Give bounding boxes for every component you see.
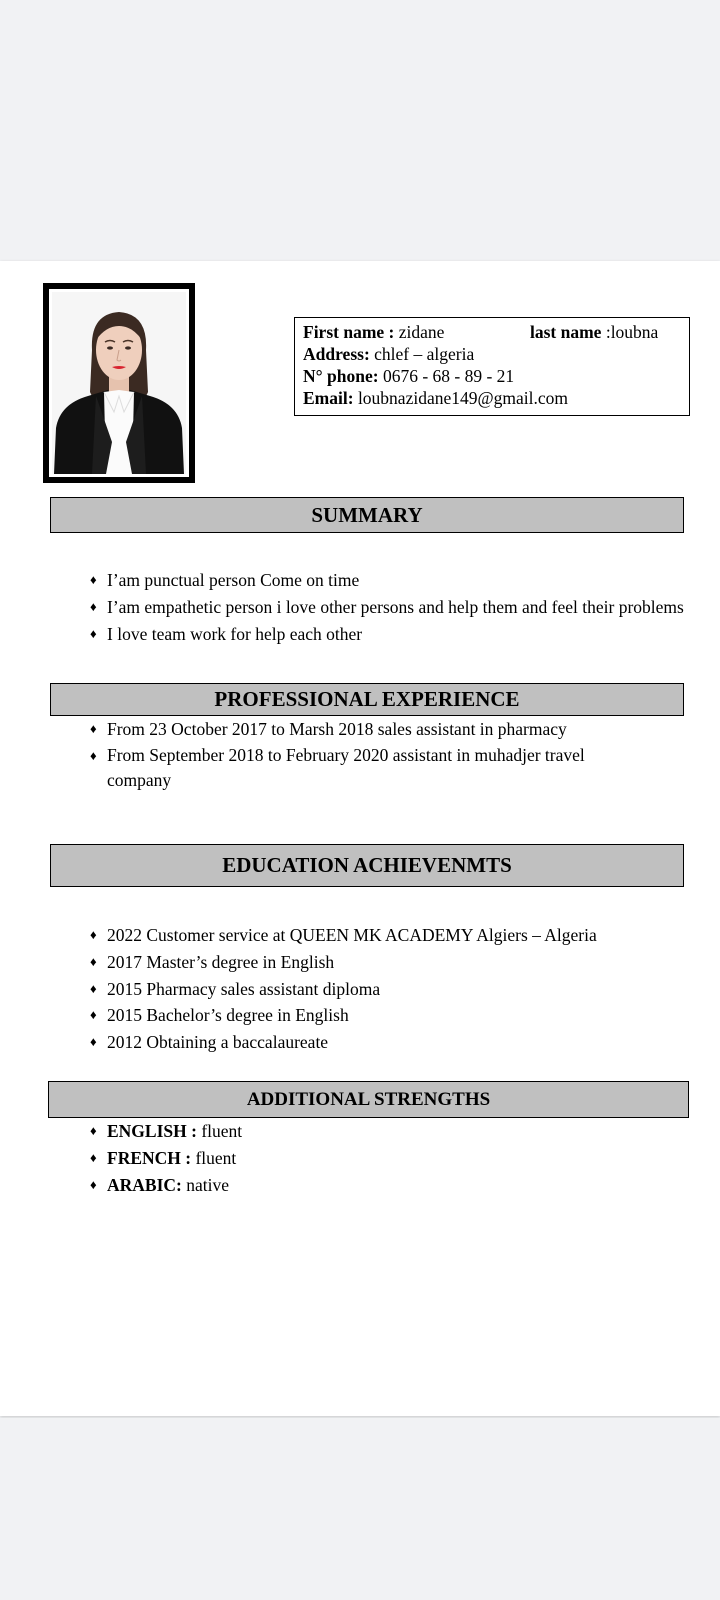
education-item-text: 2015 Pharmacy sales assistant diploma	[107, 978, 381, 999]
strength-value: fluent	[196, 1121, 243, 1141]
list-item	[90, 716, 637, 743]
education-item-text: 2012 Obtaining a baccalaureate	[107, 1032, 329, 1053]
phone-label: N° phone:	[303, 366, 379, 386]
bullet-diamond-icon: ♦	[90, 980, 97, 996]
list-item	[90, 567, 684, 594]
experience-title: PROFESSIONAL EXPERIENCE	[214, 687, 520, 711]
summary-item-text: I love team work for help each other	[107, 623, 363, 644]
bullet-diamond-icon: ♦	[90, 953, 97, 969]
bullet-diamond-icon: ♦	[90, 1034, 97, 1050]
education-title: EDUCATION ACHIEVENMTS	[222, 853, 512, 877]
phone-line	[303, 365, 689, 387]
summary-title: SUMMARY	[311, 502, 423, 527]
viewer-background-top	[0, 0, 720, 261]
education-header	[50, 844, 684, 887]
last-name-value: :loubna	[601, 322, 659, 342]
address-value: chlef – algeria	[369, 344, 475, 364]
contact-info-box	[294, 317, 690, 416]
phone-value: 0676 - 68 - 89 - 21	[378, 366, 515, 386]
education-item-text: 2022 Customer service at QUEEN MK ACADEMY Algiers – Algeria	[107, 925, 597, 945]
first-name-value: zidane	[394, 322, 445, 342]
strengths-title: ADDITIONAL STRENGTHS	[246, 1088, 491, 1110]
email-line	[303, 387, 689, 409]
profile-photo	[52, 292, 186, 474]
experience-item-text: From 23 October 2017 to Marsh 2018 sales assistant in pharmacy	[107, 719, 567, 739]
strengths-header	[48, 1081, 689, 1118]
bullet-diamond-icon: ♦	[90, 598, 97, 614]
list-item	[90, 1172, 242, 1199]
strength-label: FRENCH :	[107, 1147, 192, 1168]
strengths-list	[90, 1118, 242, 1198]
email-value[interactable]: loubnazidane149@gmail.com	[353, 388, 568, 408]
name-line	[303, 321, 689, 343]
list-item	[90, 1002, 597, 1029]
email-label: Email:	[303, 388, 354, 408]
education-item-text: 2015 Bachelor’s degree in English	[107, 1005, 349, 1026]
bullet-diamond-icon: ♦	[90, 625, 97, 641]
experience-header	[50, 683, 684, 716]
experience-list	[90, 716, 637, 793]
last-name-group	[530, 321, 658, 343]
bullet-diamond-icon: ♦	[90, 572, 97, 587]
address-line	[303, 343, 689, 365]
address-label: Address:	[303, 344, 370, 364]
summary-item-text: I’am punctual person Come on time	[107, 570, 360, 590]
list-item	[90, 922, 597, 949]
summary-header	[50, 497, 684, 533]
list-item	[90, 743, 637, 793]
strength-value: native	[181, 1174, 230, 1195]
list-item	[90, 621, 684, 648]
bullet-diamond-icon: ♦	[90, 721, 97, 736]
cv-page	[0, 261, 720, 1416]
bullet-diamond-icon: ♦	[90, 1176, 97, 1192]
list-item	[90, 949, 597, 976]
list-item	[90, 1145, 242, 1172]
last-name-label: last name	[530, 322, 602, 342]
profile-photo-graphic	[52, 292, 186, 474]
profile-photo-frame	[43, 283, 195, 483]
bullet-diamond-icon: ♦	[90, 1123, 97, 1138]
viewer-background-bottom	[0, 1418, 720, 1600]
list-item	[90, 1118, 242, 1145]
summary-list	[90, 567, 684, 647]
bullet-diamond-icon: ♦	[90, 1149, 97, 1165]
experience-item-text: From September 2018 to February 2020 assistant in muhadjer travel company	[107, 744, 585, 790]
strength-value: fluent	[191, 1147, 237, 1168]
summary-item-text: I’am empathetic person i love other persons and help them and feel their problems	[107, 596, 684, 617]
strength-label: ARABIC:	[107, 1174, 182, 1195]
strength-label: ENGLISH :	[107, 1121, 197, 1141]
list-item	[90, 1029, 597, 1056]
first-name-label: First name :	[303, 322, 395, 342]
bullet-diamond-icon: ♦	[90, 1007, 97, 1023]
list-item	[90, 976, 597, 1003]
education-item-text: 2017 Master’s degree in English	[107, 951, 335, 972]
education-list	[90, 922, 597, 1056]
list-item	[90, 594, 684, 621]
bullet-diamond-icon: ♦	[90, 747, 97, 763]
bullet-diamond-icon: ♦	[90, 927, 97, 942]
